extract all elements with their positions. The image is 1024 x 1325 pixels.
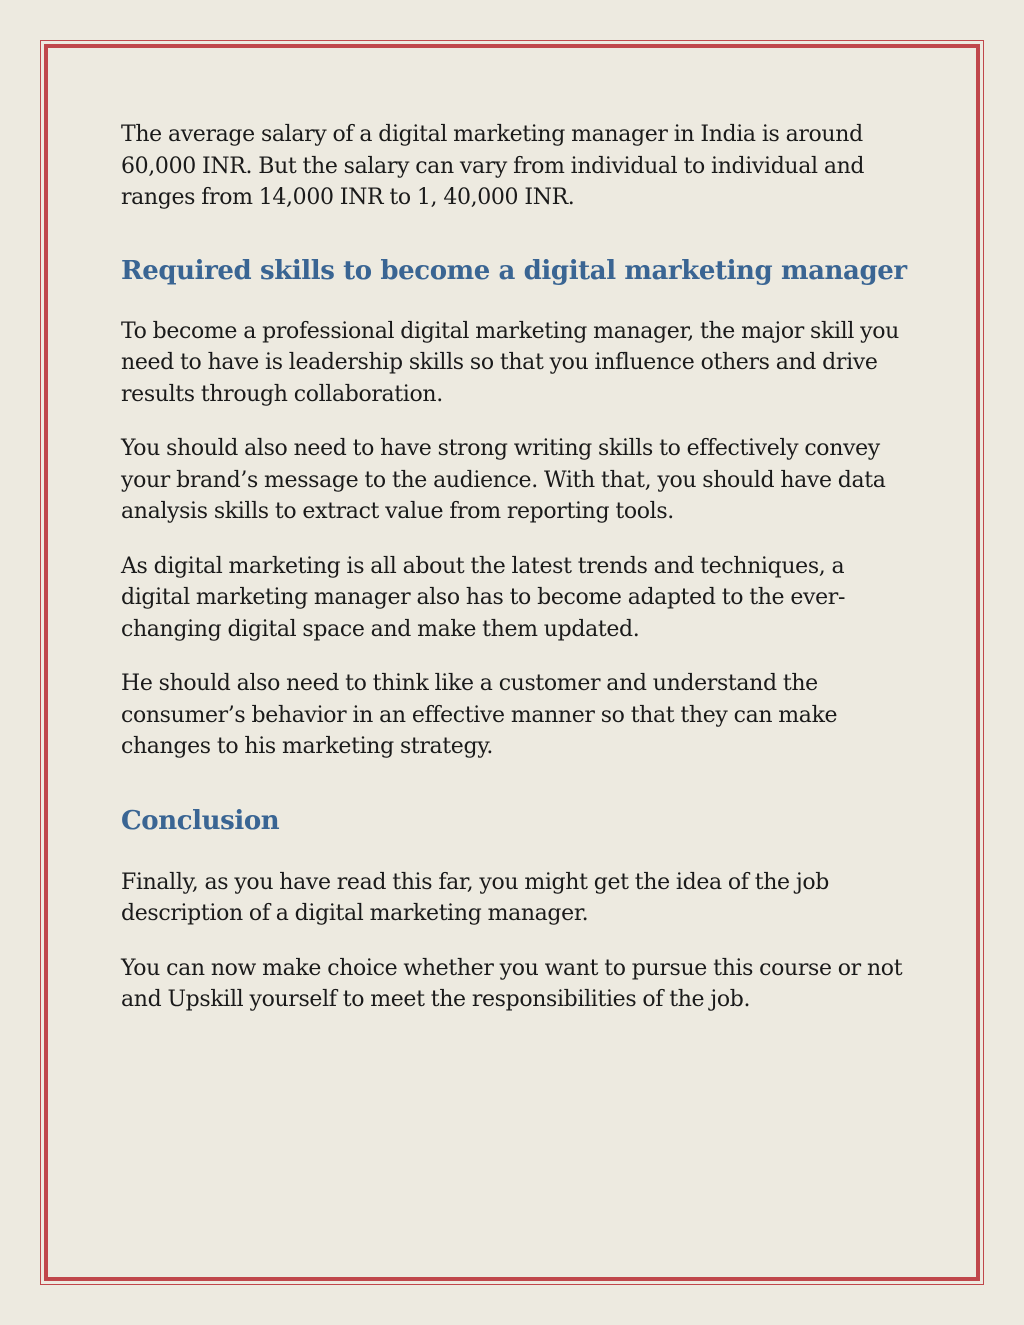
- conclusion-heading: Conclusion: [121, 805, 280, 836]
- skills-paragraph-leadership: To become a professional digital marketing manager, the major skill you need to have is leadership skills so that you influence others and drive results through collaboration.: [121, 318, 899, 407]
- skills-paragraph-writing: You should also need to have strong writing skills to effectively convey your brand’s message to the audience. With that, you should have data analysis skills to extract value from reporting tools.: [121, 436, 886, 524]
- conclusion-paragraph-summary: Finally, as you have read this far, you might get the idea of the job description of a digital marketing manager.: [121, 869, 829, 926]
- skills-paragraph-trends: As digital marketing is all about the latest trends and techniques, a digital marketing manager also has to become adapted to the ever-changing digital space and make them updated.: [121, 553, 846, 642]
- intro-paragraph: The average salary of a digital marketing manager in India is around 60,000 INR. But the salary can vary from individual to individual and ranges from 14,000 INR to 1, 40,000 INR.: [121, 122, 865, 210]
- skills-paragraph-customer: He should also need to think like a customer and understand the consumer’s behavior in an effective manner so that they can make changes to his marketing strategy.: [121, 671, 838, 759]
- skills-heading: Required skills to become a digital marketing manager: [121, 255, 907, 286]
- document-body: [121, 119, 911, 1016]
- conclusion-paragraph-choice: You can now make choice whether you want to pursue this course or not and Upskill yourself to meet the responsibilities of the job.: [121, 955, 903, 1012]
